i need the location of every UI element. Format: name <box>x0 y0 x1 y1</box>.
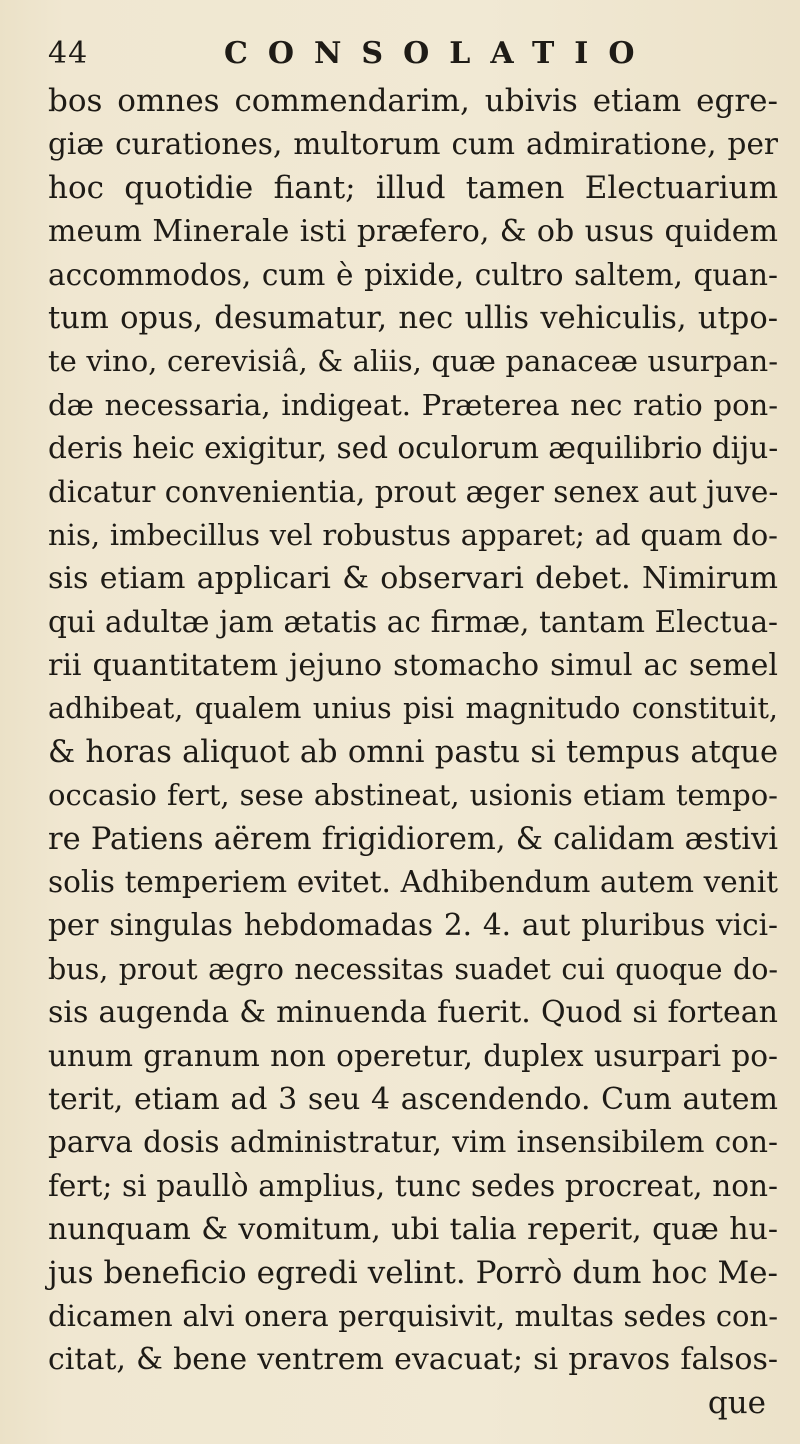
text-line: terit, etiam ad 3 seu 4 ascendendo. Cum autem <box>48 1081 778 1117</box>
body-text <box>48 80 778 1425</box>
text-line: nunquam & vomitum, ubi talia reperit, quæ hu- <box>48 1212 778 1248</box>
page-number: 44 <box>48 36 89 71</box>
page-header <box>48 28 760 78</box>
text-line: nis, imbecillus vel robustus apparet; ad quam do- <box>48 517 778 552</box>
running-title: CONSOLATIO <box>224 36 655 71</box>
text-line: dicatur convenientia, prout æger senex aut juve- <box>48 474 779 509</box>
text-line: sis augenda & minuenda fuerit. Quod si fortean <box>48 995 778 1031</box>
text-line: qui adultæ jam ætatis ac firmæ, tantam Electua- <box>48 604 778 639</box>
text-line: deris heic exigitur, sed oculorum æquilibrio diju- <box>48 431 779 466</box>
text-line: occasio fert, sese abstineat, usionis etiam tempo- <box>48 778 778 813</box>
text-line: rii quantitatem jejuno stomacho simul ac semel <box>48 648 778 684</box>
text-line: jus beneficio egredi velint. Porrò dum hoc Me- <box>48 1254 778 1291</box>
text-line: bus, prout ægro necessitas suadet cui quoque do- <box>48 952 778 986</box>
text-line: hoc quotidie fiant; illud tamen Electuarium <box>48 169 778 206</box>
text-line: citat, & bene ventrem evacuat; si pravos falsos- <box>48 1342 778 1378</box>
text-line: sis etiam applicari & observari debet. Nimirum <box>48 561 778 597</box>
text-line: re Patiens aërem frigidiorem, & calidam æstivi <box>48 821 778 857</box>
text-line: adhibeat, qualem unius pisi magnitudo constituit, <box>48 692 778 726</box>
text-line: per singulas hebdomadas 2. 4. aut pluribus vici- <box>48 908 778 943</box>
text-line: solis temperiem evitet. Adhibendum autem venit <box>48 865 778 900</box>
text-line: parva dosis administratur, vim insensibilem con- <box>48 1125 778 1160</box>
text-line: te vino, cerevisiâ, & aliis, quæ panaceæ usurpan- <box>48 344 778 379</box>
text-line: dæ necessaria, indigeat. Præterea nec ratio pon- <box>48 387 778 422</box>
text-line: dicamen alvi onera perquisivit, multas sedes con- <box>48 1298 778 1333</box>
text-line: giæ curationes, multorum cum admiratione, per <box>48 127 778 162</box>
text-line: tum opus, desumatur, nec ullis vehiculis, utpo- <box>48 300 778 336</box>
text-line: accommodos, cum è pixide, cultro saltem, quan- <box>48 257 778 292</box>
catchword: que <box>707 1384 766 1421</box>
text-line: & horas aliquot ab omni pastu si tempus atque <box>48 734 778 770</box>
text-line: meum Minerale isti præfero, & ob usus quidem <box>48 214 778 250</box>
text-line: bos omnes commendarim, ubivis etiam egre- <box>48 83 778 119</box>
text-line: fert; si paullò amplius, tunc sedes procreat, non- <box>48 1168 778 1203</box>
text-line: unum granum non operetur, duplex usurpari po- <box>48 1038 778 1073</box>
